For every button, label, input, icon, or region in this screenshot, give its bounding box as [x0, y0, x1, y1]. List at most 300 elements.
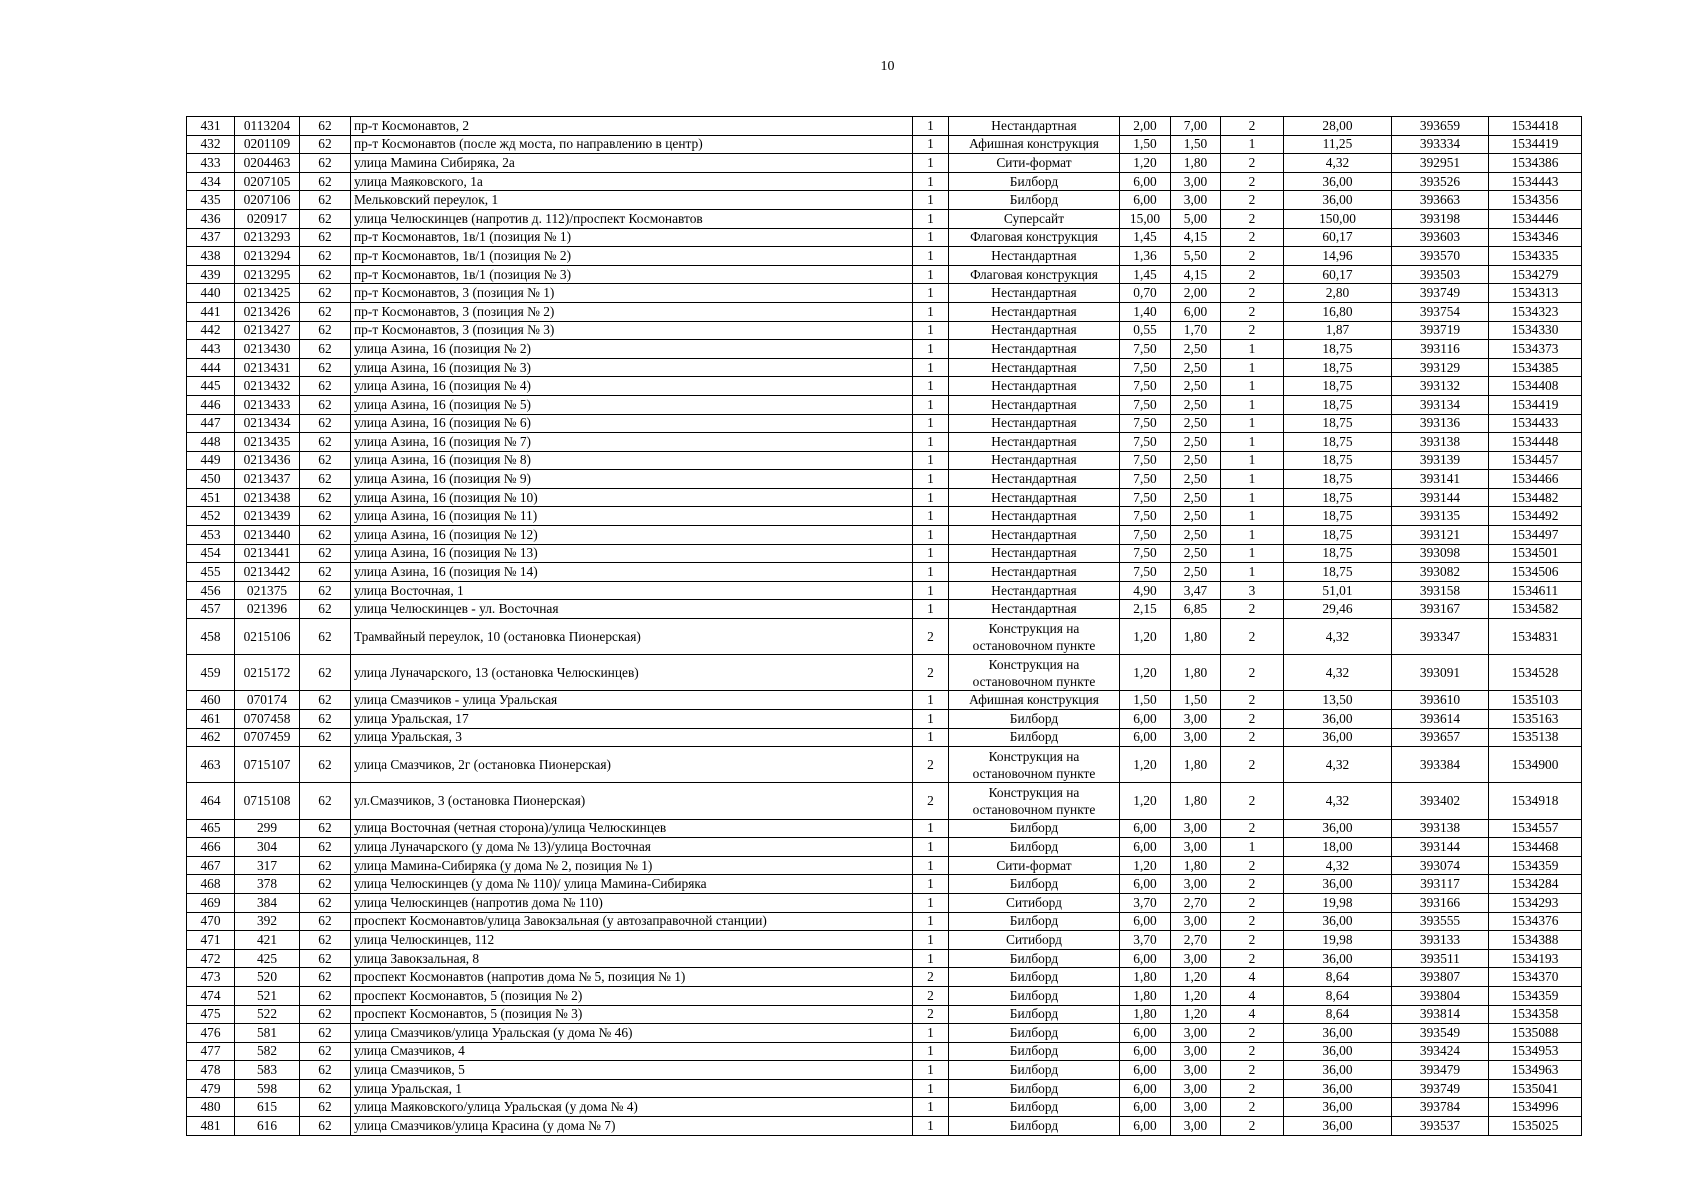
cell-structure-type: Конструкция на остановочном пункте [949, 655, 1120, 691]
cell-district-code: 62 [300, 986, 351, 1005]
cell-area: 29,46 [1284, 600, 1392, 619]
cell-sides-count: 1 [913, 563, 949, 582]
cell-structure-id: 0215172 [235, 655, 300, 691]
cell-sides-count: 1 [913, 931, 949, 950]
cell-structure-id: 0715107 [235, 747, 300, 783]
cell-width: 6,00 [1120, 1061, 1171, 1080]
cell-structure-id: 0201109 [235, 135, 300, 154]
cell-sides-count: 1 [913, 488, 949, 507]
cell-height: 2,50 [1171, 377, 1221, 396]
cell-height: 3,00 [1171, 710, 1221, 729]
cell-structure-id: 615 [235, 1098, 300, 1117]
cell-sides-count: 2 [913, 1005, 949, 1024]
table-row [187, 414, 1582, 433]
cell-district-code: 62 [300, 507, 351, 526]
cell-faces: 2 [1221, 710, 1284, 729]
cell-width: 7,50 [1120, 563, 1171, 582]
cell-address: улица Смазчиков/улица Уральская (у дома № 46) [351, 1024, 913, 1043]
cell-area: 4,32 [1284, 856, 1392, 875]
cell-faces: 4 [1221, 986, 1284, 1005]
cell-address: улица Азина, 16 (позиция № 10) [351, 488, 913, 507]
cell-structure-type: Суперсайт [949, 209, 1120, 228]
cell-structure-id: 0707459 [235, 728, 300, 747]
table-row [187, 302, 1582, 321]
cell-coord-x: 393129 [1392, 358, 1489, 377]
cell-row-number: 466 [187, 838, 235, 857]
cell-sides-count: 2 [913, 619, 949, 655]
cell-structure-id: 0213430 [235, 340, 300, 359]
table-row [187, 1061, 1582, 1080]
cell-coord-x: 393570 [1392, 247, 1489, 266]
cell-structure-id: 0215106 [235, 619, 300, 655]
cell-width: 4,90 [1120, 581, 1171, 600]
cell-coord-y: 1534193 [1489, 949, 1582, 968]
cell-coord-x: 393347 [1392, 619, 1489, 655]
cell-address: улица Мамина Сибиряка, 2а [351, 154, 913, 173]
cell-structure-id: 582 [235, 1042, 300, 1061]
cell-row-number: 440 [187, 284, 235, 303]
cell-faces: 2 [1221, 1079, 1284, 1098]
cell-address: улица Азина, 16 (позиция № 4) [351, 377, 913, 396]
cell-structure-id: 598 [235, 1079, 300, 1098]
table-row [187, 1079, 1582, 1098]
cell-width: 0,70 [1120, 284, 1171, 303]
cell-area: 16,80 [1284, 302, 1392, 321]
cell-area: 18,75 [1284, 488, 1392, 507]
cell-area: 18,75 [1284, 395, 1392, 414]
cell-sides-count: 1 [913, 893, 949, 912]
cell-district-code: 62 [300, 728, 351, 747]
cell-width: 1,20 [1120, 747, 1171, 783]
cell-district-code: 62 [300, 931, 351, 950]
cell-faces: 1 [1221, 563, 1284, 582]
cell-area: 36,00 [1284, 949, 1392, 968]
cell-district-code: 62 [300, 1061, 351, 1080]
cell-structure-id: 0213426 [235, 302, 300, 321]
cell-structure-type: Билборд [949, 710, 1120, 729]
cell-coord-x: 393511 [1392, 949, 1489, 968]
cell-height: 1,80 [1171, 856, 1221, 875]
cell-row-number: 446 [187, 395, 235, 414]
table-row [187, 619, 1582, 655]
cell-row-number: 461 [187, 710, 235, 729]
cell-district-code: 62 [300, 340, 351, 359]
cell-width: 6,00 [1120, 728, 1171, 747]
cell-width: 1,20 [1120, 783, 1171, 819]
cell-structure-type: Нестандартная [949, 414, 1120, 433]
cell-height: 1,80 [1171, 655, 1221, 691]
cell-address: улица Уральская, 17 [351, 710, 913, 729]
table-row [187, 488, 1582, 507]
cell-height: 2,50 [1171, 414, 1221, 433]
cell-address: пр-т Космонавтов, 3 (позиция № 3) [351, 321, 913, 340]
cell-coord-x: 393133 [1392, 931, 1489, 950]
cell-row-number: 468 [187, 875, 235, 894]
cell-width: 6,00 [1120, 191, 1171, 210]
cell-address: пр-т Космонавтов (после жд моста, по направлению в центр) [351, 135, 913, 154]
cell-structure-type: Нестандартная [949, 507, 1120, 526]
cell-coord-y: 1534376 [1489, 912, 1582, 931]
cell-coord-y: 1534506 [1489, 563, 1582, 582]
cell-structure-type: Билборд [949, 1061, 1120, 1080]
cell-structure-id: 304 [235, 838, 300, 857]
cell-width: 7,50 [1120, 451, 1171, 470]
cell-faces: 1 [1221, 451, 1284, 470]
cell-width: 7,50 [1120, 377, 1171, 396]
table-row [187, 1042, 1582, 1061]
cell-row-number: 455 [187, 563, 235, 582]
cell-structure-id: 0213440 [235, 526, 300, 545]
cell-coord-y: 1534611 [1489, 581, 1582, 600]
cell-structure-id: 0213436 [235, 451, 300, 470]
cell-address: улица Азина, 16 (позиция № 11) [351, 507, 913, 526]
cell-district-code: 62 [300, 265, 351, 284]
cell-sides-count: 1 [913, 302, 949, 321]
cell-district-code: 62 [300, 1005, 351, 1024]
table-row [187, 563, 1582, 582]
cell-row-number: 436 [187, 209, 235, 228]
cell-coord-x: 393424 [1392, 1042, 1489, 1061]
cell-faces: 2 [1221, 191, 1284, 210]
cell-faces: 2 [1221, 783, 1284, 819]
cell-area: 18,75 [1284, 358, 1392, 377]
cell-sides-count: 2 [913, 783, 949, 819]
cell-area: 11,25 [1284, 135, 1392, 154]
cell-coord-x: 393121 [1392, 526, 1489, 545]
cell-structure-type: Билборд [949, 838, 1120, 857]
cell-structure-type: Нестандартная [949, 563, 1120, 582]
cell-width: 7,50 [1120, 358, 1171, 377]
cell-sides-count: 1 [913, 728, 949, 747]
cell-coord-y: 1534386 [1489, 154, 1582, 173]
cell-row-number: 463 [187, 747, 235, 783]
cell-coord-x: 393334 [1392, 135, 1489, 154]
cell-coord-y: 1534370 [1489, 968, 1582, 987]
cell-sides-count: 1 [913, 1098, 949, 1117]
cell-height: 1,50 [1171, 135, 1221, 154]
cell-district-code: 62 [300, 581, 351, 600]
cell-row-number: 435 [187, 191, 235, 210]
cell-coord-y: 1534388 [1489, 931, 1582, 950]
cell-structure-id: 0113204 [235, 117, 300, 136]
cell-height: 2,50 [1171, 358, 1221, 377]
cell-address: улица Восточная, 1 [351, 581, 913, 600]
cell-width: 6,00 [1120, 1079, 1171, 1098]
cell-structure-id: 0213295 [235, 265, 300, 284]
cell-coord-x: 393134 [1392, 395, 1489, 414]
cell-structure-type: Нестандартная [949, 377, 1120, 396]
table-row [187, 358, 1582, 377]
cell-address: улица Челюскинцев - ул. Восточная [351, 600, 913, 619]
cell-faces: 2 [1221, 1024, 1284, 1043]
cell-structure-id: 392 [235, 912, 300, 931]
cell-coord-y: 1534419 [1489, 135, 1582, 154]
cell-coord-x: 393082 [1392, 563, 1489, 582]
cell-height: 1,50 [1171, 691, 1221, 710]
cell-district-code: 62 [300, 691, 351, 710]
cell-address: улица Уральская, 3 [351, 728, 913, 747]
table-row [187, 470, 1582, 489]
cell-sides-count: 2 [913, 747, 949, 783]
cell-sides-count: 1 [913, 819, 949, 838]
cell-area: 36,00 [1284, 172, 1392, 191]
table-row [187, 1098, 1582, 1117]
cell-row-number: 477 [187, 1042, 235, 1061]
cell-district-code: 62 [300, 856, 351, 875]
cell-address: улица Смазчиков, 4 [351, 1042, 913, 1061]
cell-height: 3,00 [1171, 912, 1221, 931]
cell-address: пр-т Космонавтов, 3 (позиция № 2) [351, 302, 913, 321]
cell-district-code: 62 [300, 1042, 351, 1061]
cell-area: 36,00 [1284, 710, 1392, 729]
cell-structure-id: 0213442 [235, 563, 300, 582]
cell-sides-count: 1 [913, 856, 949, 875]
table-row [187, 451, 1582, 470]
cell-coord-y: 1534419 [1489, 395, 1582, 414]
table-row [187, 433, 1582, 452]
cell-address: пр-т Космонавтов, 1в/1 (позиция № 1) [351, 228, 913, 247]
cell-coord-x: 393402 [1392, 783, 1489, 819]
cell-area: 18,75 [1284, 377, 1392, 396]
cell-height: 2,50 [1171, 451, 1221, 470]
cell-sides-count: 1 [913, 377, 949, 396]
cell-district-code: 62 [300, 893, 351, 912]
cell-sides-count: 1 [913, 1061, 949, 1080]
cell-area: 36,00 [1284, 1042, 1392, 1061]
cell-faces: 2 [1221, 1117, 1284, 1136]
cell-sides-count: 1 [913, 710, 949, 729]
cell-row-number: 469 [187, 893, 235, 912]
cell-width: 1,20 [1120, 856, 1171, 875]
cell-faces: 2 [1221, 154, 1284, 173]
cell-faces: 2 [1221, 875, 1284, 894]
cell-coord-x: 393098 [1392, 544, 1489, 563]
table-row [187, 284, 1582, 303]
cell-district-code: 62 [300, 1098, 351, 1117]
cell-address: улица Азина, 16 (позиция № 2) [351, 340, 913, 359]
cell-coord-x: 393139 [1392, 451, 1489, 470]
cell-structure-type: Нестандартная [949, 433, 1120, 452]
table-row [187, 191, 1582, 210]
table-row [187, 912, 1582, 931]
cell-height: 2,50 [1171, 340, 1221, 359]
cell-address: улица Азина, 16 (позиция № 6) [351, 414, 913, 433]
cell-height: 2,50 [1171, 563, 1221, 582]
cell-address: проспект Космонавтов, 5 (позиция № 2) [351, 986, 913, 1005]
cell-structure-id: 299 [235, 819, 300, 838]
cell-height: 2,70 [1171, 931, 1221, 950]
cell-row-number: 441 [187, 302, 235, 321]
cell-district-code: 62 [300, 302, 351, 321]
cell-faces: 2 [1221, 172, 1284, 191]
cell-coord-y: 1534831 [1489, 619, 1582, 655]
cell-structure-type: Нестандартная [949, 284, 1120, 303]
cell-address: улица Уральская, 1 [351, 1079, 913, 1098]
cell-address: пр-т Космонавтов, 3 (позиция № 1) [351, 284, 913, 303]
cell-area: 1,87 [1284, 321, 1392, 340]
cell-width: 7,50 [1120, 488, 1171, 507]
cell-structure-type: Билборд [949, 1079, 1120, 1098]
cell-district-code: 62 [300, 321, 351, 340]
cell-height: 1,20 [1171, 986, 1221, 1005]
cell-coord-y: 1534953 [1489, 1042, 1582, 1061]
cell-row-number: 449 [187, 451, 235, 470]
cell-coord-x: 393141 [1392, 470, 1489, 489]
cell-sides-count: 1 [913, 209, 949, 228]
cell-district-code: 62 [300, 488, 351, 507]
cell-area: 60,17 [1284, 228, 1392, 247]
cell-faces: 2 [1221, 655, 1284, 691]
cell-coord-y: 1535163 [1489, 710, 1582, 729]
cell-structure-id: 0213437 [235, 470, 300, 489]
cell-coord-y: 1534335 [1489, 247, 1582, 266]
cell-structure-type: Нестандартная [949, 526, 1120, 545]
table-row [187, 968, 1582, 987]
table-row [187, 544, 1582, 563]
cell-structure-type: Нестандартная [949, 544, 1120, 563]
cell-sides-count: 1 [913, 1117, 949, 1136]
table-row [187, 340, 1582, 359]
table-row [187, 1005, 1582, 1024]
cell-coord-x: 393074 [1392, 856, 1489, 875]
cell-width: 1,40 [1120, 302, 1171, 321]
cell-faces: 1 [1221, 544, 1284, 563]
cell-structure-id: 425 [235, 949, 300, 968]
cell-coord-y: 1534373 [1489, 340, 1582, 359]
cell-district-code: 62 [300, 228, 351, 247]
cell-coord-x: 393144 [1392, 488, 1489, 507]
cell-structure-type: Билборд [949, 191, 1120, 210]
cell-district-code: 62 [300, 544, 351, 563]
cell-structure-id: 021375 [235, 581, 300, 600]
cell-width: 6,00 [1120, 838, 1171, 857]
table-row [187, 154, 1582, 173]
cell-district-code: 62 [300, 1079, 351, 1098]
cell-structure-id: 0213294 [235, 247, 300, 266]
cell-width: 3,70 [1120, 931, 1171, 950]
cell-faces: 2 [1221, 1061, 1284, 1080]
cell-coord-x: 393614 [1392, 710, 1489, 729]
table-row [187, 710, 1582, 729]
cell-width: 15,00 [1120, 209, 1171, 228]
cell-structure-id: 0213441 [235, 544, 300, 563]
cell-structure-type: Нестандартная [949, 358, 1120, 377]
cell-address: улица Челюскинцев (у дома № 110)/ улица Мамина-Сибиряка [351, 875, 913, 894]
cell-height: 2,50 [1171, 507, 1221, 526]
cell-district-code: 62 [300, 191, 351, 210]
cell-height: 1,80 [1171, 154, 1221, 173]
cell-row-number: 453 [187, 526, 235, 545]
cell-coord-x: 393166 [1392, 893, 1489, 912]
cell-address: улица Смазчиков, 2г (остановка Пионерская) [351, 747, 913, 783]
cell-height: 3,47 [1171, 581, 1221, 600]
cell-address: улица Завокзальная, 8 [351, 949, 913, 968]
cell-structure-id: 0213431 [235, 358, 300, 377]
cell-sides-count: 2 [913, 986, 949, 1005]
cell-coord-x: 393526 [1392, 172, 1489, 191]
cell-coord-y: 1534323 [1489, 302, 1582, 321]
cell-faces: 2 [1221, 912, 1284, 931]
cell-address: проспект Космонавтов (напротив дома № 5, позиция № 1) [351, 968, 913, 987]
cell-height: 4,15 [1171, 265, 1221, 284]
cell-structure-id: 020917 [235, 209, 300, 228]
cell-coord-y: 1534528 [1489, 655, 1582, 691]
cell-height: 3,00 [1171, 1117, 1221, 1136]
cell-row-number: 460 [187, 691, 235, 710]
cell-coord-y: 1534293 [1489, 893, 1582, 912]
cell-area: 18,75 [1284, 414, 1392, 433]
cell-coord-x: 393198 [1392, 209, 1489, 228]
cell-width: 7,50 [1120, 544, 1171, 563]
cell-coord-y: 1534466 [1489, 470, 1582, 489]
cell-faces: 2 [1221, 931, 1284, 950]
cell-area: 36,00 [1284, 912, 1392, 931]
cell-area: 150,00 [1284, 209, 1392, 228]
cell-coord-y: 1534433 [1489, 414, 1582, 433]
cell-height: 1,20 [1171, 968, 1221, 987]
cell-structure-type: Нестандартная [949, 395, 1120, 414]
cell-coord-x: 393610 [1392, 691, 1489, 710]
cell-structure-type: Ситиборд [949, 893, 1120, 912]
cell-height: 4,15 [1171, 228, 1221, 247]
cell-district-code: 62 [300, 819, 351, 838]
cell-address: улица Азина, 16 (позиция № 3) [351, 358, 913, 377]
cell-address: пр-т Космонавтов, 2 [351, 117, 913, 136]
cell-sides-count: 1 [913, 117, 949, 136]
cell-structure-type: Нестандартная [949, 321, 1120, 340]
cell-district-code: 62 [300, 172, 351, 191]
cell-faces: 1 [1221, 414, 1284, 433]
cell-coord-x: 393603 [1392, 228, 1489, 247]
cell-structure-id: 0213432 [235, 377, 300, 396]
cell-height: 5,00 [1171, 209, 1221, 228]
cell-district-code: 62 [300, 117, 351, 136]
cell-area: 36,00 [1284, 819, 1392, 838]
cell-structure-type: Сити-формат [949, 856, 1120, 875]
table-row [187, 986, 1582, 1005]
table-row [187, 1024, 1582, 1043]
cell-address: проспект Космонавтов, 5 (позиция № 3) [351, 1005, 913, 1024]
cell-structure-type: Билборд [949, 1098, 1120, 1117]
cell-coord-y: 1535138 [1489, 728, 1582, 747]
table-row [187, 893, 1582, 912]
cell-coord-x: 393132 [1392, 377, 1489, 396]
cell-structure-type: Билборд [949, 949, 1120, 968]
table-row [187, 691, 1582, 710]
cell-sides-count: 1 [913, 321, 949, 340]
cell-sides-count: 1 [913, 135, 949, 154]
cell-coord-y: 1534492 [1489, 507, 1582, 526]
cell-row-number: 443 [187, 340, 235, 359]
cell-address: улица Мамина-Сибиряка (у дома № 2, позиция № 1) [351, 856, 913, 875]
cell-width: 6,00 [1120, 1024, 1171, 1043]
cell-faces: 1 [1221, 838, 1284, 857]
cell-coord-y: 1534900 [1489, 747, 1582, 783]
cell-width: 1,20 [1120, 154, 1171, 173]
cell-structure-type: Сити-формат [949, 154, 1120, 173]
cell-row-number: 445 [187, 377, 235, 396]
cell-sides-count: 1 [913, 284, 949, 303]
cell-structure-type: Конструкция на остановочном пункте [949, 783, 1120, 819]
table-row [187, 949, 1582, 968]
cell-structure-type: Нестандартная [949, 117, 1120, 136]
cell-district-code: 62 [300, 377, 351, 396]
cell-row-number: 473 [187, 968, 235, 987]
cell-address: улица Смазчиков/улица Красина (у дома № 7) [351, 1117, 913, 1136]
cell-coord-y: 1534497 [1489, 526, 1582, 545]
cell-district-code: 62 [300, 451, 351, 470]
cell-structure-type: Нестандартная [949, 488, 1120, 507]
